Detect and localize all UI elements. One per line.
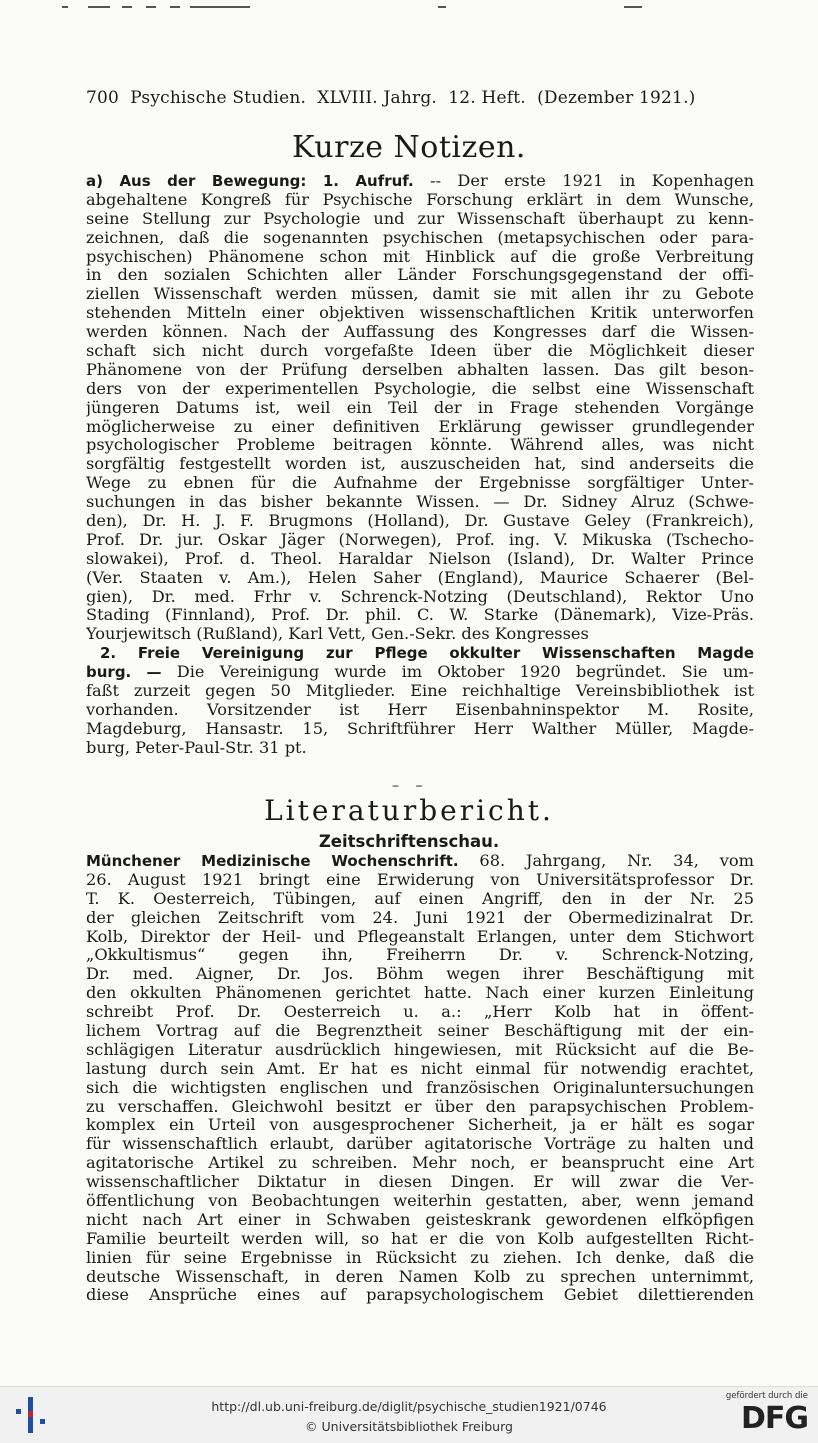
ub-freiburg-logo-icon (12, 1395, 50, 1435)
text-line (86, 361, 754, 380)
section-title-literaturbericht: Literaturbericht. (264, 794, 554, 827)
text-line (86, 1249, 754, 1268)
text-line (86, 871, 754, 890)
line-text: faßt zurzeit gegen 50 Mitglieder. Eine reichhaltige Vereinsbibliothek ist (86, 682, 754, 701)
text-line (86, 210, 754, 229)
section-subtitle-zeitschriftenschau: Zeitschriftenschau. (318, 832, 500, 851)
text-line (86, 512, 754, 531)
text-line (86, 625, 754, 644)
text-line (86, 229, 754, 248)
scan-edge-marks (60, 6, 660, 12)
line-text: linien für seine Ergebnisse in Rücksicht zu ziehen. Ich denke, daß die (86, 1248, 754, 1267)
line-text: Phänomene von der Prüfung derselben abhalten lassen. Das gilt beson- (86, 360, 754, 379)
line-text: sorgfältig festgestellt worden ist, auszuscheiden hat, sind anderseits die (86, 455, 754, 474)
line-text: Stading (Finnland), Prof. Dr. phil. C. W. Starke (Dänemark), Vize-Präs. (86, 606, 754, 625)
line-text: ziellen Wissenschaft werden müssen, damit sie mit allen ihr zu Gebote (86, 285, 754, 304)
line-text: sich die wichtigsten englischen und französischen Originaluntersuchungen (86, 1078, 754, 1097)
literaturbericht-body (86, 852, 754, 1305)
bold-lead-text: 2. Freie Vereinigung zur Pflege okkulter Wissenschaften Magde (100, 644, 754, 663)
text-line (86, 720, 754, 739)
text-line (86, 172, 754, 191)
text-line (86, 1286, 754, 1305)
text-line (86, 965, 754, 984)
text-line (86, 663, 754, 682)
line-text: zu verschaffen. Gleichwohl besitzt er über den parapsychischen Problem- (86, 1097, 754, 1116)
line-text: für wissenschaftlich erlaubt, darüber agitatorische Vorträge zu halten und (86, 1135, 754, 1154)
text-line (86, 606, 754, 625)
line-text: schaft sich nicht durch vorgefaßte Ideen über die Möglichkeit dieser (86, 342, 754, 361)
text-line (86, 1192, 754, 1211)
bold-lead-text: Münchener Medizinische Wochenschrift. (86, 852, 459, 870)
line-text: lastung durch sein Amt. Er hat es nicht einmal für notwendig erachtet, (86, 1059, 754, 1078)
text-line (86, 1154, 754, 1173)
line-text: nicht nach Art einer in Schwaben geisteskrank gewordenen elfköpfigen (86, 1210, 754, 1229)
text-line (86, 1211, 754, 1230)
line-text: wissenschaftlicher Diktatur in diesen Dingen. Er will zwar die Ver- (86, 1173, 754, 1192)
line-text: psychischen) Phänomene schon mit Hinblick auf die große Verbreitung (86, 247, 754, 266)
text-line (86, 191, 754, 210)
kurze-notizen-body (86, 172, 754, 758)
line-text: den), Dr. H. J. F. Brugmons (Holland), Dr. Gustave Geley (Frankreich), (86, 512, 754, 531)
line-text: Familie beurteilt werden will, so hat er die von Kolb aufgestellten Richt- (86, 1229, 754, 1248)
text-line (86, 946, 754, 965)
dfg-logo-text: DFG (740, 1401, 808, 1436)
text-line (86, 890, 754, 909)
text-line (86, 304, 754, 323)
text-line (86, 1135, 754, 1154)
line-text: „Okkultismus“ gegen ihn, Freiherrn Dr. v. Schrenck-Notzing, (86, 946, 754, 965)
text-line (86, 550, 754, 569)
line-text: den okkulten Phänomenen gerichtet hatte. Nach einer kurzen Einleitung (86, 984, 754, 1003)
text-line (86, 984, 754, 1003)
text-line (86, 1173, 754, 1192)
text-line (86, 1230, 754, 1249)
line-text: Die Vereinigung wurde im Oktober 1920 begründet. Sie um- (161, 663, 754, 682)
line-text: -- Der erste 1921 in Kopenhagen (413, 172, 754, 190)
line-text: Prof. Dr. jur. Oskar Jäger (Norwegen), Prof. ing. V. Mikuska (Tschecho- (86, 530, 754, 549)
line-text: stehenden Mitteln einer objektiven wissenschaftlichen Kritik unterworfen (86, 304, 754, 323)
text-line (86, 1116, 754, 1135)
text-line (86, 342, 754, 361)
line-text: agitatorische Artikel zu schreiben. Mehr noch, er beansprucht eine Art (86, 1154, 754, 1173)
text-line (86, 474, 754, 493)
line-text: lichem Vortrag auf die Begrenztheit seiner Beschäftigung mit der ein- (86, 1022, 754, 1041)
text-line (86, 701, 754, 720)
text-line (86, 531, 754, 550)
text-line (86, 493, 754, 512)
source-url-link[interactable]: http://dl.ub.uni-freiburg.de/diglit/psychische_studien1921/0746 (211, 1399, 607, 1414)
text-line (86, 1098, 754, 1117)
line-text: öffentlichung von Beobachtungen weiterhin gestatten, aber, wenn jemand (86, 1192, 754, 1211)
text-line (86, 285, 754, 304)
section-separator: – – (392, 778, 429, 794)
text-line (86, 455, 754, 474)
text-line (86, 323, 754, 342)
text-line (86, 436, 754, 455)
line-text: 26. August 1921 bringt eine Erwiderung von Universitätsprofessor Dr. (86, 870, 754, 889)
text-line (86, 852, 754, 871)
text-line (86, 380, 754, 399)
text-line (86, 399, 754, 418)
text-line (86, 909, 754, 928)
line-text: werden können. Nach der Auffassung des Kongresses darf die Wissen- (86, 323, 754, 342)
dfg-funding-caption: gefördert durch die (725, 1391, 808, 1401)
text-line (86, 418, 754, 437)
text-line (86, 266, 754, 285)
line-text: burg, Peter-Paul-Str. 31 pt. (86, 738, 307, 757)
text-line (86, 644, 754, 663)
line-text: schlägigen Literatur ausdrücklich hingewiesen, mit Rücksicht auf die Be- (86, 1040, 754, 1059)
text-line (86, 1003, 754, 1022)
line-text: T. K. Oesterreich, Tübingen, auf einen Angriff, den in der Nr. 25 (86, 889, 754, 908)
line-text: Magdeburg, Hansastr. 15, Schriftführer Herr Walther Müller, Magde- (86, 719, 754, 738)
line-text: abgehaltene Kongreß für Psychische Forschung erklärt in dem Wunsche, (86, 190, 754, 209)
text-line (86, 1268, 754, 1287)
line-text: psychologischer Probleme beitragen könnte. Während alles, was nicht (86, 436, 754, 455)
line-text: komplex ein Urteil von ausgesprochener Sicherheit, ja er hält es sogar (86, 1116, 754, 1135)
line-text: (Ver. Staaten v. Am.), Helen Saher (England), Maurice Schaerer (Bel- (86, 568, 754, 587)
text-line (86, 569, 754, 588)
text-line (86, 1041, 754, 1060)
line-text: deutsche Wissenschaft, in deren Namen Kolb zu sprechen unternimmt, (86, 1267, 754, 1286)
viewer-footer (0, 1386, 818, 1443)
line-text: vorhanden. Vorsitzender ist Herr Eisenbahninspektor M. Rosite, (86, 700, 754, 719)
line-text: diese Ansprüche eines auf parapsychologischem Gebiet dilettierenden (86, 1286, 754, 1305)
line-text: seine Stellung zur Psychologie und zur Wissenschaft überhaupt zu kenn- (86, 209, 754, 228)
text-line (86, 739, 754, 758)
line-text: in den sozialen Schichten aller Länder Forschungsgegenstand der offi- (86, 266, 754, 285)
dfg-logo (718, 1391, 810, 1439)
line-text: Wege zu ebnen für die Aufnahme der Ergebnisse sorgfältiger Unter- (86, 474, 754, 493)
line-text: 68. Jahrgang, Nr. 34, vom (458, 852, 754, 870)
section-title-kurze-notizen: Kurze Notizen. (292, 130, 526, 165)
text-line (86, 1022, 754, 1041)
line-text: gien), Dr. med. Frhr v. Schrenck-Notzing (Deutschland), Rektor Uno (86, 587, 754, 606)
line-text: jüngeren Datums ist, weil ein Teil der in Frage stehenden Vorgänge (86, 398, 754, 417)
copyright-notice: © Universitätsbibliothek Freiburg (305, 1419, 513, 1434)
line-text: zeichnen, daß die sogenannten psychischen (metapsychischen oder para- (86, 228, 754, 247)
bold-lead-text: burg. — (86, 663, 162, 682)
text-line (86, 928, 754, 947)
line-text: möglicherweise zu einer definitiven Erklärung gewisser grundlegender (86, 417, 754, 436)
line-text: Yourjewitsch (Rußland), Karl Vett, Gen.-Sekr. des Kongresses (86, 625, 589, 644)
text-line (86, 588, 754, 607)
line-text: schreibt Prof. Dr. Oesterreich u. a.: „Herr Kolb hat in öffent- (86, 1003, 754, 1022)
text-line (86, 248, 754, 267)
line-text: suchungen in das bisher bekannte Wissen. — Dr. Sidney Alruz (Schwe- (86, 493, 754, 512)
text-line (86, 1079, 754, 1098)
line-text: der gleichen Zeitschrift vom 24. Juni 1921 der Obermedizinalrat Dr. (86, 908, 754, 927)
bold-lead-text: a) Aus der Bewegung: 1. Aufruf. (86, 172, 414, 190)
text-line (86, 1060, 754, 1079)
line-text: slowakei), Prof. d. Theol. Haraldar Nielson (Island), Dr. Walter Prince (86, 549, 754, 568)
line-text: ders von der experimentellen Psychologie, die selbst eine Wissenschaft (86, 379, 754, 398)
line-text: Dr. med. Aigner, Dr. Jos. Böhm wegen ihrer Beschäftigung mit (86, 965, 754, 984)
text-line (86, 682, 754, 701)
line-text: Kolb, Direktor der Heil- und Pflegeanstalt Erlangen, unter dem Stichwort (86, 927, 754, 946)
running-head: 700 Psychische Studien. XLVIII. Jahrg. 12. Heft. (Dezember 1921.) (86, 88, 696, 108)
